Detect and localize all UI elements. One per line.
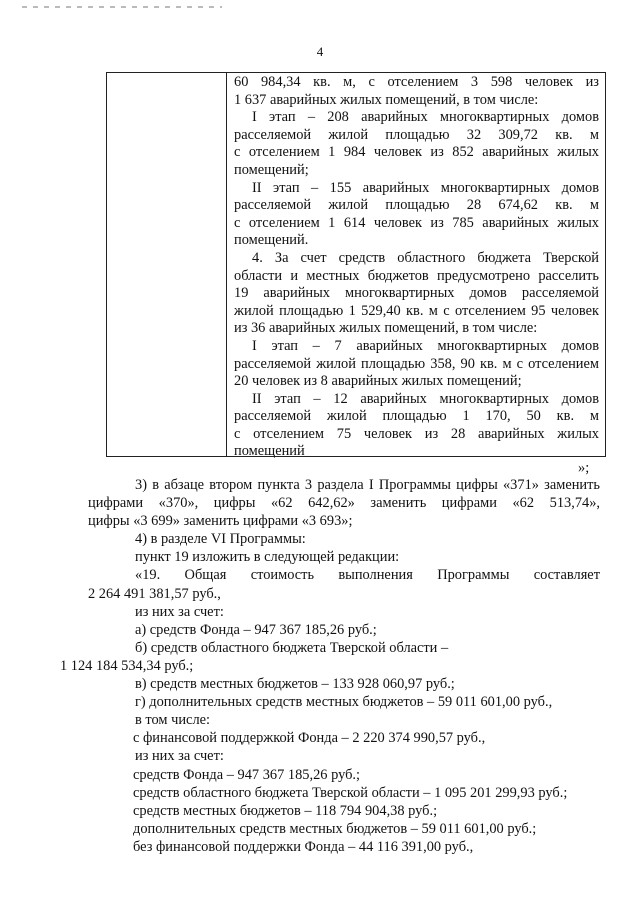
table-line: II этап – 155 аварийных многоквартирных домов <box>252 179 599 196</box>
table-left-cell <box>107 73 227 456</box>
body-line: цифрами «370», цифры «62 642,62» заменить цифрами «62 513,74», <box>88 495 600 512</box>
body-line: 4) в разделе VI Программы: <box>135 531 306 548</box>
body-line: цифры «3 699» заменить цифрами «3 693»; <box>88 513 353 530</box>
table-line: с отселением 1 614 человек из 785 аварийных жилых <box>234 214 599 231</box>
body-line: средств Фонда – 947 367 185,26 руб.; <box>133 766 361 783</box>
table-line: из 36 аварийных жилых помещений, в том числе: <box>234 320 538 337</box>
table-line: I этап – 208 аварийных многоквартирных домов <box>252 109 599 126</box>
table-line: 19 аварийных многоквартирных домов расселяемой <box>234 285 599 302</box>
body-line: с финансовой поддержкой Фонда – 2 220 374 990,57 руб., <box>133 730 486 747</box>
body-line: «19. Общая стоимость выполнения Программы составляет <box>135 567 600 584</box>
body-line: 3) в абзаце втором пункта 3 раздела I Программы цифры «371» заменить <box>135 477 600 493</box>
body-line: средств местных бюджетов – 118 794 904,38 руб.; <box>133 802 438 819</box>
body-line: из них за счет: <box>135 748 224 765</box>
table-line: помещений <box>234 443 305 460</box>
scan-artifact <box>22 6 222 8</box>
table-right-cell <box>227 73 605 460</box>
body-line: в том числе: <box>135 712 211 729</box>
body-line: 2 264 491 381,57 руб., <box>88 585 221 602</box>
table-line: помещений. <box>234 232 309 249</box>
table-line: расселяемой жилой площадью 358, 90 кв. м с отселением <box>234 355 599 372</box>
table-line: области и местных бюджетов предусмотрено расселить <box>234 267 599 284</box>
body-line: без финансовой поддержки Фонда – 44 116 391,00 руб., <box>133 838 474 855</box>
table-line: помещений; <box>234 161 309 178</box>
body-line: из них за счет: <box>135 603 224 620</box>
table-line: расселяемой жилой площадью 28 674,62 кв. м <box>234 197 599 214</box>
body-line: г) дополнительных средств местных бюджетов – 59 011 601,00 руб., <box>135 694 553 711</box>
table-line: с отселением 75 человек из 28 аварийных жилых <box>234 425 599 442</box>
content-table <box>106 72 606 460</box>
body-line: пункт 19 изложить в следующей редакции: <box>135 549 400 566</box>
table-line: с отселением 1 984 человек из 852 аварийных жилых <box>234 144 599 161</box>
body-line: б) средств областного бюджета Тверской области – <box>135 639 449 656</box>
body-line: а) средств Фонда – 947 367 185,26 руб.; <box>135 621 377 638</box>
table-line: 60 984,34 кв. м, с отселением 3 598 человек из <box>234 74 599 90</box>
table-line: 20 человек из 8 аварийных жилых помещений; <box>234 373 522 390</box>
table-line: II этап – 12 аварийных многоквартирных домов <box>252 390 599 407</box>
closing-quote: »; <box>578 460 590 476</box>
table-line: 1 637 аварийных жилых помещений, в том числе: <box>234 91 539 108</box>
table-line: расселяемой жилой площадью 32 309,72 кв. м <box>234 126 599 143</box>
page-number: 4 <box>316 44 324 59</box>
amendment-body <box>60 476 600 856</box>
body-line: 1 124 184 534,34 руб.; <box>60 657 194 674</box>
body-line: дополнительных средств местных бюджетов – 59 011 601,00 руб.; <box>133 820 537 837</box>
table-line: I этап – 7 аварийных многоквартирных домов <box>252 337 599 354</box>
body-line: средств областного бюджета Тверской области – 1 095 201 299,93 руб.; <box>133 784 568 801</box>
body-line: в) средств местных бюджетов – 133 928 060,97 руб.; <box>135 676 455 693</box>
table-line: расселяемой жилой площадью 1 170, 50 кв. м <box>234 408 599 425</box>
table-line: жилой площадью 1 529,40 кв. м с отселением 95 человек <box>234 302 599 319</box>
table-line: 4. За счет средств областного бюджета Тверской <box>252 249 599 266</box>
